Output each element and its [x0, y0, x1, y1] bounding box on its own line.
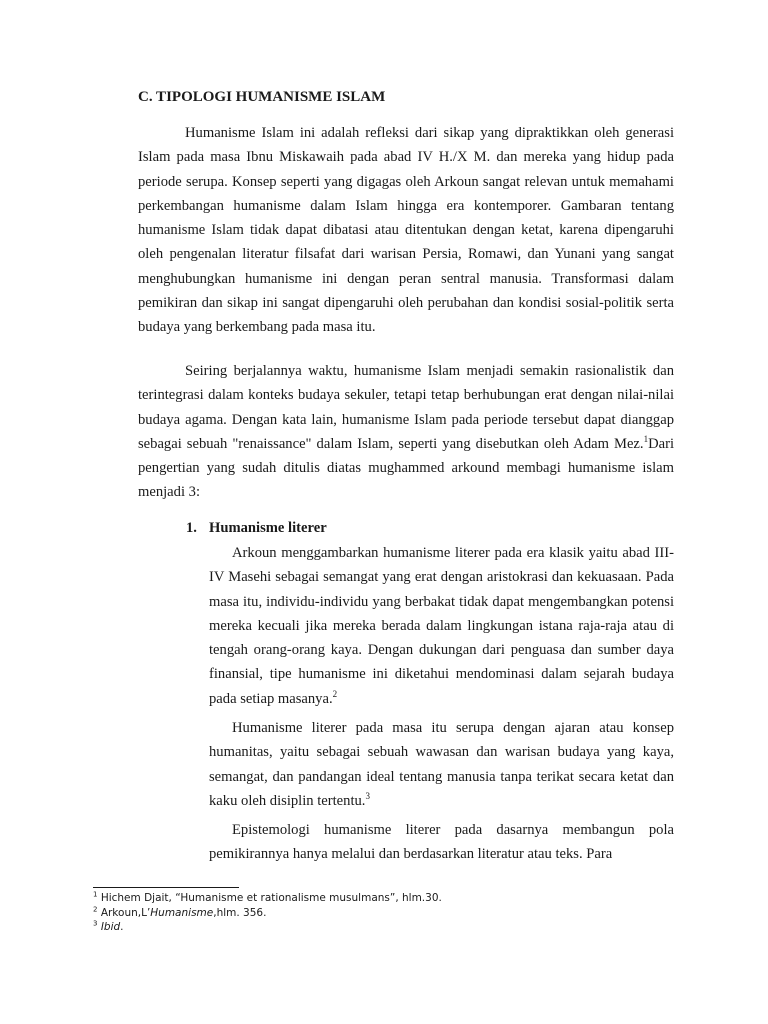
footnote-divider: [93, 887, 239, 888]
sub-paragraph-2-text: Humanisme literer pada masa itu serupa dengan ajaran atau konsep humanitas, yaitu sebagai sebuah wawasan dan warisan budaya yang kaya, semangat, dan pandangan ideal tentang manusia tanpa terikat secara ketat dan kaku oleh disiplin tertentu.: [209, 720, 674, 809]
footnote-1: [93, 891, 442, 906]
footnote-text-end: .: [120, 921, 124, 933]
footnote-mark: 3: [93, 919, 98, 928]
footnote-2: [93, 906, 442, 921]
footnote-3: [93, 920, 442, 935]
section-heading: C. TIPOLOGI HUMANISME ISLAM: [138, 89, 386, 105]
paragraph-1: Humanisme Islam ini adalah refleksi dari sikap yang dipraktikkan oleh generasi Islam pada masa Ibnu Miskawaih pada abad IV H./X M. dan mereka yang hidup pada periode serupa. Konsep seperti yang digagas oleh Arkoun sangat relevan untuk memahami perkembangan humanisme dalam Islam hingga era kontemporer. Gambaran tentang humanisme Islam tidak dapat dibatasi atau ditentukan dengan ketat, karena dipengaruhi oleh pengenalan literatur filsafat dari warisan Persia, Romawi, dan Yunani yang sangat menghubungkan humanisme ini dengan peran sentral manusia. Transformasi dalam pemikiran dan sikap ini sangat dipengaruhi oleh perubahan dan kondisi sosial-politik serta budaya yang berkembang pada masa itu.: [138, 125, 674, 336]
footnote-ref-2[interactable]: 2: [332, 688, 338, 699]
paragraph-2-text-cont: Dari pengertian yang sudah ditulis diatas mughammed arkound membagi humanisme islam menjadi 3:: [138, 435, 674, 501]
footnote-text: Arkoun,L’: [100, 906, 151, 919]
footnote-mark: 1: [93, 890, 98, 899]
paragraph-2: [138, 359, 674, 505]
sub-paragraph-3: [209, 818, 674, 867]
sub-paragraph-1: [209, 541, 674, 711]
footnote-text: Hichem Djait, “Humanisme et rationalisme musulmans”, hlm.30.: [100, 892, 442, 904]
footnote-text-end: ,hlm. 356.: [213, 906, 267, 919]
footnote-italic-title: Humanisme: [150, 906, 214, 919]
sub-paragraph-3-text: Epistemologi humanisme literer pada dasarnya membangun pola pemikirannya hanya melalui dan berdasarkan literatur atau teks. Para: [209, 822, 674, 863]
sub-paragraph-2: [209, 716, 674, 813]
footnotes: [93, 891, 442, 935]
footnote-ref-3[interactable]: 3: [365, 791, 370, 802]
list-item-title: [186, 516, 327, 540]
footnote-mark: 2: [93, 905, 98, 913]
list-number: 1.: [186, 520, 197, 536]
footnote-italic-title: Ibid: [100, 921, 121, 933]
list-title-text: Humanisme literer: [209, 520, 327, 536]
footnote-ref-1[interactable]: 1: [643, 434, 649, 445]
sub-paragraph-1-text: Arkoun menggambarkan humanisme literer pada era klasik yaitu abad III-IV Masehi sebagai semangat yang erat dengan aristokrasi dan kekuasaan. Pada masa itu, individu-individu yang berbakat tidak dapat mengembangkan potensi mereka kecuali jika mereka berada dalam lingkungan istana raja-raja atau di tengah orang-orang kaya. Dengan dukungan dari penguasa dan sumber daya finansial, tipe humanisme ini diketahui mendominasi dalam sejarah budaya pada setiap masanya.: [209, 545, 674, 707]
paragraph-2-text: Seiring berjalannya waktu, humanisme Islam menjadi semakin rasionalistik dan terintegrasi dalam konteks budaya sekuler, tetapi tetap berhubungan erat dengan nilai-nilai budaya agama. Dengan kata lain, humanisme Islam pada periode tersebut dapat dianggap sebagai sebuah "renaissance" dalam Islam, seperti yang disebutkan oleh Adam Mez.: [138, 363, 674, 452]
